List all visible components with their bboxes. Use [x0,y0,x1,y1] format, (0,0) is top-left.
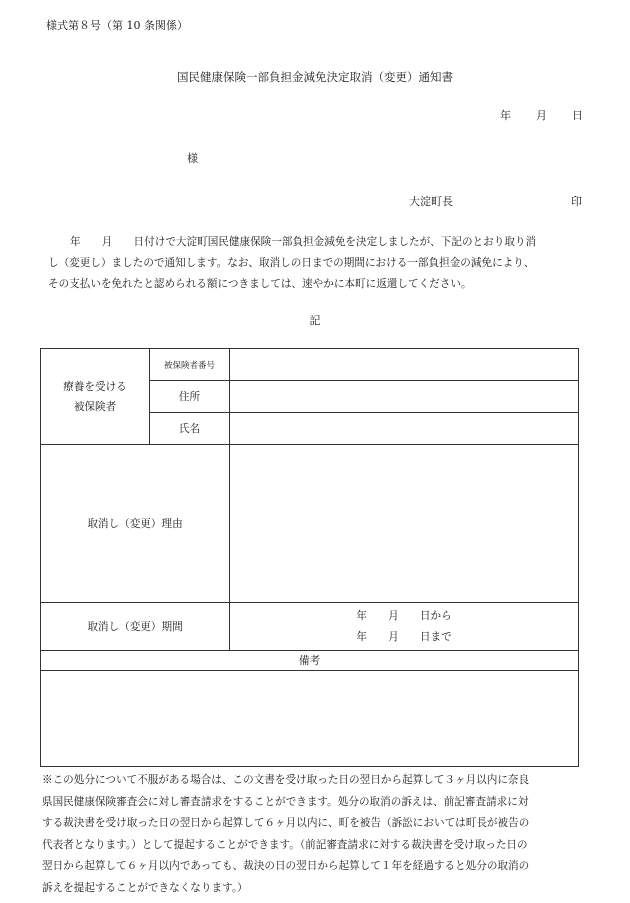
issuer-name: 大淀町長 [409,195,453,208]
period-from: 年 月 日から [356,609,452,622]
footnote-line: 翌日から起算して６ヶ月以内であっても、裁決の日の翌日から起算して１年を経過すると処分の取消の [42,860,530,872]
insured-heading-line: 療養を受ける [63,380,127,393]
insured-heading-line: 被保険者 [73,400,117,413]
footnote-line: 代表者となります。）として提起することができます。（前記審査請求に対する裁決書を受け取った日の [42,838,528,851]
date-month: 月 [536,109,547,122]
insured-number-field[interactable] [230,349,579,381]
footnote-line: 訴えを提起することができなくなります。） [42,881,248,894]
footnote-line: する裁決書を受け取った日の翌日から起算して６ヶ月以内に、町を被告（訴訟においては町長が被告の [42,817,530,829]
ki-heading: 記 [309,314,321,327]
seal-mark: 印 [571,195,582,208]
date-day: 日 [572,109,583,122]
address-field[interactable] [230,381,579,413]
period-to: 年 月 日まで [356,630,452,643]
form-number: 様式第８号（第 10 条関係） [46,19,188,32]
body-line: し（変更し）ましたので通知します。なお、取消しの日までの期間における一部負担金の減免により、 [48,257,535,269]
period-field[interactable] [230,603,579,651]
addressee-suffix: 様 [187,152,198,165]
body-line: その支払いを免れたと認められる額につきましては、速やかに本町に返還してください。 [48,278,472,290]
reason-label: 取消し（変更）理由 [41,445,230,603]
insured-heading-cell [41,349,150,445]
date-year: 年 [500,109,511,122]
notes-label: 備考 [41,651,579,671]
reason-field[interactable] [230,445,579,603]
document-title: 国民健康保険一部負担金減免決定取消（変更）通知書 [177,70,453,84]
footnote-line: ※この処分について不服がある場合は、この文書を受け取った日の翌日から起算して３ヶ月以内に奈良 [42,774,530,786]
period-label: 取消し（変更）期間 [41,603,230,651]
appeal-footnote [42,770,587,899]
insured-number-label: 被保険者番号 [150,349,230,381]
form-table [40,348,579,767]
address-label: 住所 [150,381,230,413]
footnote-line: 県国民健康保険審査会に対し審査請求をすることができます。処分の取消の訴えは、前記審査請求に対 [42,795,529,808]
body-line: 年 月 日付けで大淀町国民健康保険一部負担金減免を決定しましたが、下記のとおり取り消 [70,236,537,248]
name-label: 氏名 [150,413,230,445]
name-field[interactable] [230,413,579,445]
notes-field[interactable] [41,671,579,767]
body-paragraph [48,232,586,295]
